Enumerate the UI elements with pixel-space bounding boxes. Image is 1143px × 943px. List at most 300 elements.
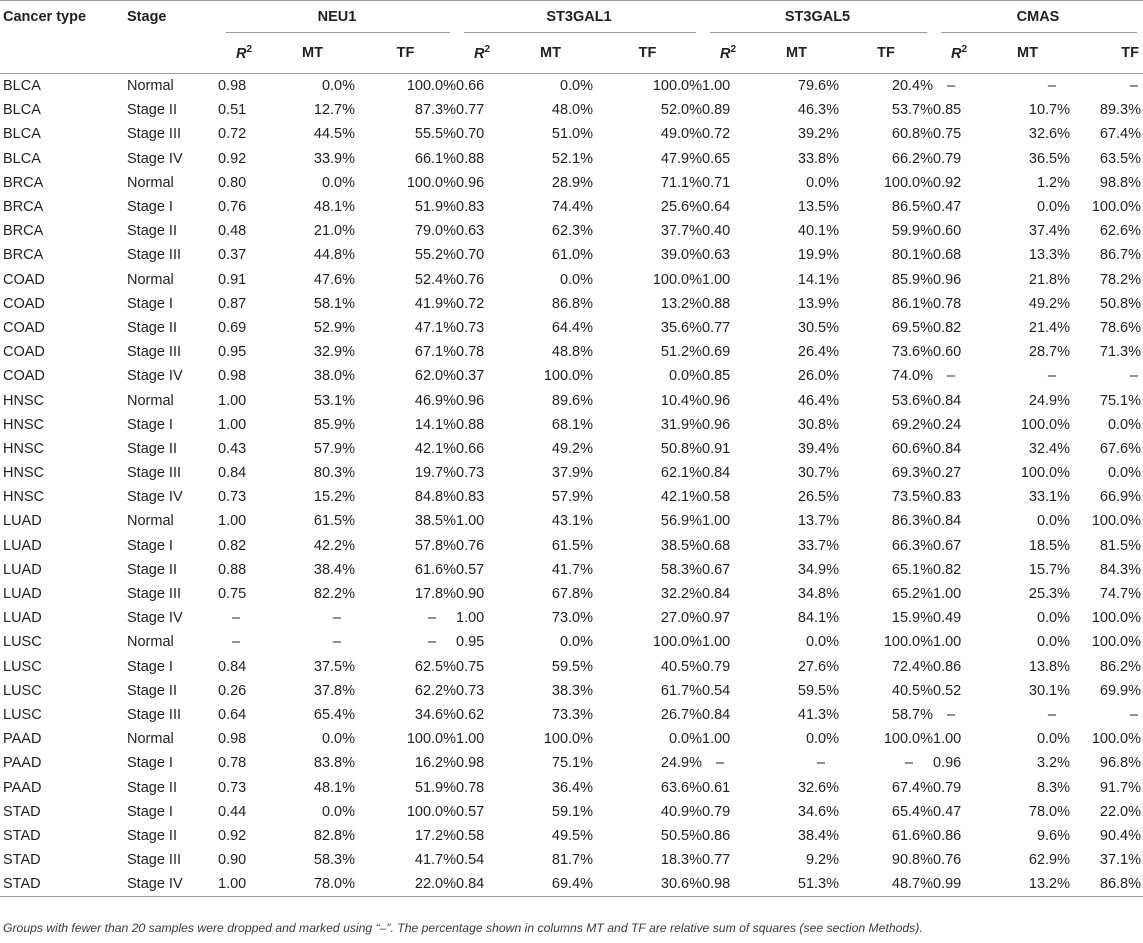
cell-r2: 0.58	[702, 489, 731, 506]
cell-tf: 66.1%	[414, 150, 456, 167]
cell-tf: 69.3%	[891, 465, 933, 482]
cell-stage: Stage I	[127, 755, 173, 772]
cell-r2: 0.95	[218, 344, 247, 361]
cell-mt: 44.8%	[313, 247, 355, 264]
cell-r2: 0.69	[218, 319, 247, 336]
cell-tf: 42.1%	[414, 440, 456, 457]
cell-r2: 0.65	[702, 150, 731, 167]
cell-r2: 1.00	[933, 731, 962, 748]
cell-tf: 0.0%	[668, 731, 702, 748]
cell-tf: 84.3%	[1099, 561, 1141, 578]
cell-r2: 0.98	[456, 755, 485, 772]
cell-mt: 34.9%	[797, 561, 839, 578]
cell-stage: Normal	[127, 174, 174, 191]
cell-mt: 41.7%	[551, 561, 593, 578]
cell-r2: 1.00	[218, 876, 247, 893]
cell-r2: 0.62	[456, 706, 485, 723]
cell-tf: 40.5%	[660, 658, 702, 675]
cell-r2: –	[232, 634, 241, 651]
cell-r2: –	[716, 755, 725, 772]
cell-mt: –	[816, 755, 825, 772]
table-row	[0, 364, 1143, 388]
cell-mt: 0.0%	[559, 271, 593, 288]
cell-r2: 0.76	[933, 852, 962, 869]
table-row	[0, 582, 1143, 606]
cell-r2: 0.84	[933, 440, 962, 457]
cell-r2: 0.70	[456, 247, 485, 264]
cell-cancer-type: COAD	[3, 319, 45, 336]
cell-tf: 98.8%	[1099, 174, 1141, 191]
cell-r2: 0.85	[702, 368, 731, 385]
table-row	[0, 606, 1143, 630]
cell-mt: 36.4%	[551, 779, 593, 796]
cell-tf: 73.6%	[891, 344, 933, 361]
cell-mt: 53.1%	[313, 392, 355, 409]
cell-tf: 90.4%	[1099, 827, 1141, 844]
cell-r2: 0.67	[933, 537, 962, 554]
cell-mt: –	[332, 634, 341, 651]
cell-r2: 1.00	[702, 731, 731, 748]
cell-tf: 41.9%	[414, 295, 456, 312]
cell-tf: 63.5%	[1099, 150, 1141, 167]
cell-tf: 69.5%	[891, 319, 933, 336]
cell-r2: 0.61	[702, 779, 731, 796]
cell-tf: 35.6%	[660, 319, 702, 336]
cell-r2: 0.76	[218, 199, 247, 216]
cell-stage: Stage III	[127, 247, 182, 264]
cell-r2: 0.84	[702, 586, 731, 603]
cell-r2: 0.40	[702, 223, 731, 240]
cell-r2: –	[232, 610, 241, 627]
cell-cancer-type: STAD	[3, 876, 41, 893]
cell-mt: 8.3%	[1036, 779, 1070, 796]
cell-stage: Normal	[127, 513, 174, 530]
table-row	[0, 485, 1143, 509]
cell-mt: 13.3%	[1028, 247, 1070, 264]
cell-mt: 42.2%	[313, 537, 355, 554]
cell-tf: 86.7%	[1099, 247, 1141, 264]
cell-mt: 30.7%	[797, 465, 839, 482]
cell-r2: 0.88	[218, 561, 247, 578]
cell-mt: 0.0%	[1036, 513, 1070, 530]
cell-mt: 58.3%	[313, 852, 355, 869]
subheader-mt: MT	[786, 45, 807, 61]
cell-r2: 0.72	[218, 126, 247, 143]
cell-tf: 65.1%	[891, 561, 933, 578]
cell-cancer-type: PAAD	[3, 779, 42, 796]
cell-r2: 0.84	[933, 513, 962, 530]
cell-mt: 100.0%	[543, 368, 593, 385]
cell-stage: Stage II	[127, 102, 177, 119]
cell-mt: 61.5%	[551, 537, 593, 554]
cell-r2: 0.78	[218, 755, 247, 772]
cell-mt: 9.2%	[805, 852, 839, 869]
subheader-tf: TF	[638, 45, 657, 61]
cell-mt: 39.2%	[797, 126, 839, 143]
cell-r2: –	[947, 78, 956, 95]
cell-mt: 89.6%	[551, 392, 593, 409]
cell-mt: 39.4%	[797, 440, 839, 457]
cell-r2: 1.00	[218, 513, 247, 530]
cell-cancer-type: HNSC	[3, 465, 45, 482]
cell-r2: –	[947, 368, 956, 385]
cell-r2: 0.77	[702, 852, 731, 869]
cell-mt: 48.8%	[551, 344, 593, 361]
cell-cancer-type: COAD	[3, 295, 45, 312]
cell-mt: 24.9%	[1028, 392, 1070, 409]
cell-mt: 13.7%	[797, 513, 839, 530]
cell-mt: 32.6%	[797, 779, 839, 796]
cell-r2: 1.00	[702, 634, 731, 651]
cell-mt: –	[332, 610, 341, 627]
cell-r2: 0.73	[456, 319, 485, 336]
table-body	[0, 74, 1143, 897]
table-row	[0, 413, 1143, 437]
subheader-r2: $R^2$	[950, 44, 968, 62]
cell-mt: 28.7%	[1028, 344, 1070, 361]
cell-mt: 27.6%	[797, 658, 839, 675]
cell-mt: 80.3%	[313, 465, 355, 482]
cell-mt: 13.2%	[1028, 876, 1070, 893]
cell-mt: 83.8%	[313, 755, 355, 772]
cell-r2: 0.64	[218, 706, 247, 723]
cell-tf: 57.8%	[414, 537, 456, 554]
cell-mt: 46.4%	[797, 392, 839, 409]
cell-r2: 1.00	[456, 731, 485, 748]
cell-tf: 47.9%	[660, 150, 702, 167]
cell-mt: 48.0%	[551, 102, 593, 119]
cell-mt: 0.0%	[805, 634, 839, 651]
cell-tf: 100.0%	[883, 731, 933, 748]
cell-r2: 0.82	[933, 561, 962, 578]
cell-r2: 0.96	[933, 271, 962, 288]
cell-tf: 69.2%	[891, 416, 933, 433]
cell-r2: 0.90	[218, 852, 247, 869]
cell-mt: 26.5%	[797, 489, 839, 506]
cell-tf: 74.0%	[891, 368, 933, 385]
table-row	[0, 775, 1143, 799]
cell-r2: 0.82	[933, 319, 962, 336]
cell-tf: 51.2%	[660, 344, 702, 361]
table-row	[0, 461, 1143, 485]
cell-cancer-type: BRCA	[3, 174, 44, 191]
cell-tf: –	[904, 755, 913, 772]
cell-mt: 57.9%	[313, 440, 355, 457]
cell-r2: 0.96	[933, 755, 962, 772]
cell-tf: 100.0%	[883, 174, 933, 191]
cell-stage: Stage IV	[127, 489, 183, 506]
cell-r2: 0.64	[702, 199, 731, 216]
cell-mt: 67.8%	[551, 586, 593, 603]
table-row	[0, 558, 1143, 582]
cell-mt: 78.0%	[1028, 803, 1070, 820]
cell-r2: 0.86	[933, 827, 962, 844]
cell-mt: 21.4%	[1028, 319, 1070, 336]
cell-r2: 0.92	[218, 150, 247, 167]
cell-cancer-type: LUSC	[3, 682, 42, 699]
cell-tf: 25.6%	[660, 199, 702, 216]
cell-stage: Stage IV	[127, 610, 183, 627]
subheader-mt: MT	[302, 45, 323, 61]
subheader-tf: TF	[877, 45, 895, 61]
table-row	[0, 800, 1143, 824]
cell-tf: 48.7%	[891, 876, 933, 893]
cell-cancer-type: LUSC	[3, 658, 42, 675]
cell-tf: 24.9%	[660, 755, 702, 772]
cell-tf: 85.9%	[891, 271, 933, 288]
cell-mt: 0.0%	[1036, 199, 1070, 216]
cell-cancer-type: BRCA	[3, 223, 44, 240]
cell-mt: 59.1%	[551, 803, 593, 820]
cell-mt: 37.5%	[313, 658, 355, 675]
cell-tf: 67.4%	[1099, 126, 1141, 143]
cell-tf: 100.0%	[406, 78, 456, 95]
cell-tf: 52.4%	[414, 271, 456, 288]
cell-r2: 0.77	[456, 102, 485, 119]
cell-tf: 66.3%	[891, 537, 933, 554]
cell-tf: 86.3%	[891, 513, 933, 530]
cell-stage: Stage I	[127, 199, 173, 216]
cell-tf: 96.8%	[1099, 755, 1141, 772]
cell-tf: 62.2%	[414, 682, 456, 699]
cell-mt: 21.0%	[313, 223, 355, 240]
cell-r2: 1.00	[218, 392, 247, 409]
cell-r2: 0.88	[456, 416, 485, 433]
table-row	[0, 872, 1143, 897]
cell-tf: 50.5%	[660, 827, 702, 844]
cell-mt: 85.9%	[313, 416, 355, 433]
cell-mt: 30.1%	[1028, 682, 1070, 699]
cell-mt: 13.9%	[797, 295, 839, 312]
cell-tf: 22.0%	[414, 876, 456, 893]
cell-r2: 0.49	[933, 610, 962, 627]
cell-tf: 100.0%	[652, 271, 702, 288]
cell-mt: 1.2%	[1036, 174, 1070, 191]
cell-r2: 0.92	[218, 827, 247, 844]
cell-mt: 62.3%	[551, 223, 593, 240]
cell-r2: 0.98	[218, 368, 247, 385]
cell-r2: 1.00	[933, 634, 962, 651]
cell-tf: 50.8%	[1099, 295, 1141, 312]
cell-tf: 100.0%	[406, 803, 456, 820]
cell-r2: 0.68	[702, 537, 731, 554]
cell-tf: 78.2%	[1099, 271, 1141, 288]
cell-cancer-type: LUAD	[3, 513, 42, 530]
table-row	[0, 316, 1143, 340]
cell-r2: 0.87	[218, 295, 247, 312]
cell-mt: 28.9%	[551, 174, 593, 191]
subheader-tf: TF	[396, 45, 415, 61]
table-row	[0, 509, 1143, 533]
subheader-mt: MT	[1017, 45, 1038, 61]
cell-tf: 49.0%	[660, 126, 702, 143]
cell-tf: 30.6%	[660, 876, 702, 893]
cell-tf: 50.8%	[660, 440, 702, 457]
cell-r2: 0.72	[702, 126, 731, 143]
cell-tf: 58.7%	[891, 706, 933, 723]
cell-mt: 58.1%	[313, 295, 355, 312]
cell-r2: 0.78	[456, 779, 485, 796]
cell-mt: 100.0%	[543, 731, 593, 748]
table-row	[0, 147, 1143, 171]
cell-r2: 0.79	[702, 803, 731, 820]
cell-tf: 100.0%	[883, 634, 933, 651]
cell-r2: 0.98	[218, 78, 247, 95]
cell-tf: 65.2%	[891, 586, 933, 603]
cell-tf: 42.1%	[660, 489, 702, 506]
header-gene-neu1: NEU1	[218, 1, 456, 33]
cell-r2: 0.52	[933, 682, 962, 699]
cell-cancer-type: BRCA	[3, 247, 44, 264]
cell-mt: 33.9%	[313, 150, 355, 167]
cell-r2: 0.27	[933, 465, 962, 482]
cell-tf: 61.6%	[414, 561, 456, 578]
cell-cancer-type: PAAD	[3, 755, 42, 772]
cell-tf: 61.6%	[891, 827, 933, 844]
cell-tf: 62.0%	[414, 368, 456, 385]
table-row	[0, 268, 1143, 292]
cell-tf: 71.1%	[660, 174, 702, 191]
cell-cancer-type: BRCA	[3, 199, 44, 216]
cell-mt: 0.0%	[321, 78, 355, 95]
header-gene-st3gal1: ST3GAL1	[456, 1, 702, 33]
table-row	[0, 534, 1143, 558]
cell-cancer-type: LUSC	[3, 706, 42, 723]
cell-stage: Stage III	[127, 586, 182, 603]
cell-tf: 16.2%	[414, 755, 456, 772]
cell-stage: Stage III	[127, 706, 182, 723]
cell-r2: 0.84	[218, 465, 247, 482]
cell-cancer-type: HNSC	[3, 416, 45, 433]
table-row	[0, 171, 1143, 195]
cell-mt: 61.0%	[551, 247, 593, 264]
cell-mt: 25.3%	[1028, 586, 1070, 603]
cell-tf: 87.3%	[414, 102, 456, 119]
cell-r2: 0.24	[933, 416, 962, 433]
cell-tf: –	[1129, 78, 1138, 95]
cell-r2: 0.54	[456, 852, 485, 869]
table-row	[0, 388, 1143, 412]
cell-mt: 26.4%	[797, 344, 839, 361]
subheader-r2: $R^2$	[719, 44, 737, 62]
cell-r2: 0.75	[933, 126, 962, 143]
cell-mt: 15.2%	[313, 489, 355, 506]
cell-tf: 14.1%	[414, 416, 456, 433]
cell-stage: Stage IV	[127, 876, 183, 893]
cell-tf: 0.0%	[1107, 465, 1141, 482]
cell-mt: 52.1%	[551, 150, 593, 167]
cell-r2: 0.73	[218, 489, 247, 506]
cell-mt: 0.0%	[321, 803, 355, 820]
cell-r2: 0.78	[456, 344, 485, 361]
cell-r2: 0.75	[218, 586, 247, 603]
cell-r2: 1.00	[456, 513, 485, 530]
cell-mt: 69.4%	[551, 876, 593, 893]
cell-r2: 0.72	[456, 295, 485, 312]
cell-r2: 0.86	[933, 658, 962, 675]
table-row	[0, 219, 1143, 243]
cell-r2: 0.63	[702, 247, 731, 264]
cell-stage: Normal	[127, 634, 174, 651]
cell-tf: 62.6%	[1099, 223, 1141, 240]
cell-tf: 18.3%	[660, 852, 702, 869]
cell-r2: 0.47	[933, 199, 962, 216]
cell-tf: 60.6%	[891, 440, 933, 457]
cell-mt: 30.8%	[797, 416, 839, 433]
cell-r2: 0.83	[933, 489, 962, 506]
cell-tf: 39.0%	[660, 247, 702, 264]
cell-mt: 12.7%	[313, 102, 355, 119]
cell-stage: Stage II	[127, 779, 177, 796]
cell-mt: 38.4%	[797, 827, 839, 844]
cell-r2: 0.73	[218, 779, 247, 796]
cell-tf: 63.6%	[660, 779, 702, 796]
cell-r2: 0.85	[933, 102, 962, 119]
cell-r2: 0.88	[456, 150, 485, 167]
cell-r2: 0.96	[456, 392, 485, 409]
cell-tf: –	[427, 634, 436, 651]
cell-r2: 0.68	[933, 247, 962, 264]
cell-mt: 84.1%	[797, 610, 839, 627]
cell-r2: 0.84	[218, 658, 247, 675]
cell-mt: 36.5%	[1028, 150, 1070, 167]
cell-r2: 0.98	[702, 876, 731, 893]
cell-tf: 19.7%	[414, 465, 456, 482]
cell-r2: 0.26	[218, 682, 247, 699]
cell-cancer-type: HNSC	[3, 489, 45, 506]
cell-r2: 0.96	[702, 416, 731, 433]
cell-stage: Stage I	[127, 658, 173, 675]
table-row	[0, 679, 1143, 703]
cell-r2: 0.76	[456, 537, 485, 554]
cell-r2: 0.84	[702, 706, 731, 723]
cell-tf: 17.2%	[414, 827, 456, 844]
cell-cancer-type: BLCA	[3, 126, 41, 143]
cell-r2: 0.80	[218, 174, 247, 191]
cell-tf: 15.9%	[891, 610, 933, 627]
cell-mt: 9.6%	[1036, 827, 1070, 844]
cell-tf: 51.9%	[414, 779, 456, 796]
subheader-r2: $R^2$	[473, 44, 491, 62]
cell-stage: Stage II	[127, 223, 177, 240]
cell-mt: 49.5%	[551, 827, 593, 844]
cell-tf: 26.7%	[660, 706, 702, 723]
cell-mt: 57.9%	[551, 489, 593, 506]
cell-mt: 13.5%	[797, 199, 839, 216]
cell-r2: 0.60	[933, 344, 962, 361]
cell-r2: –	[947, 706, 956, 723]
cell-tf: 60.8%	[891, 126, 933, 143]
cell-tf: 13.2%	[660, 295, 702, 312]
table-row	[0, 751, 1143, 775]
cell-mt: –	[1047, 706, 1056, 723]
cell-tf: 84.8%	[414, 489, 456, 506]
cell-mt: 0.0%	[805, 174, 839, 191]
cell-mt: 33.7%	[797, 537, 839, 554]
cell-mt: 0.0%	[1036, 731, 1070, 748]
cell-mt: 47.6%	[313, 271, 355, 288]
cell-r2: 0.79	[933, 779, 962, 796]
cell-tf: 66.9%	[1099, 489, 1141, 506]
cell-cancer-type: PAAD	[3, 731, 42, 748]
cell-tf: 37.7%	[660, 223, 702, 240]
cell-tf: 67.4%	[891, 779, 933, 796]
cell-mt: 44.5%	[313, 126, 355, 143]
cell-r2: 0.63	[456, 223, 485, 240]
cell-r2: 0.37	[456, 368, 485, 385]
cell-tf: 61.7%	[660, 682, 702, 699]
cell-r2: 0.73	[456, 682, 485, 699]
